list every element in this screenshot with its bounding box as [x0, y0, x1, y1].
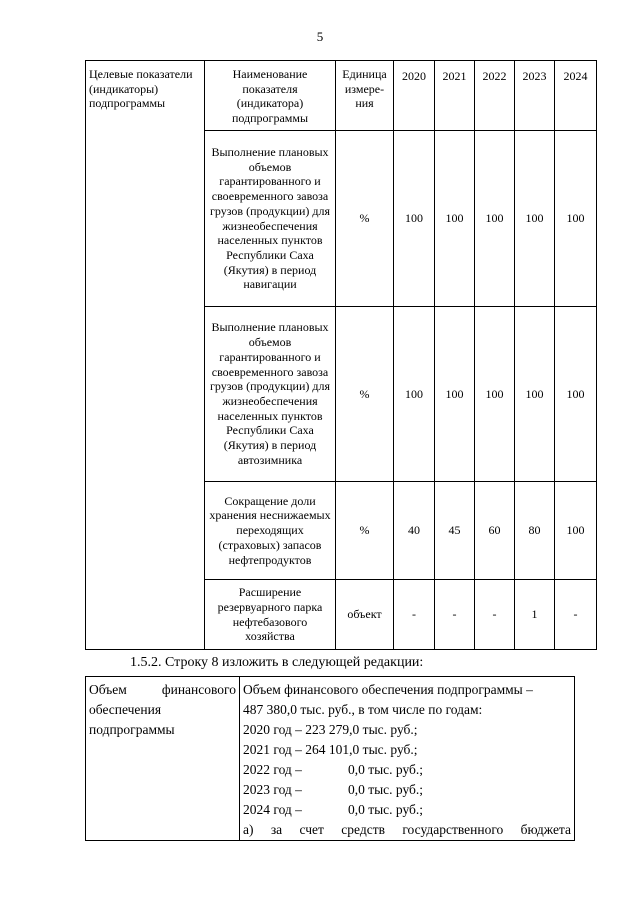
column-header: 2020 [394, 61, 435, 131]
year-amount: 0,0 тыс. руб.; [347, 802, 424, 817]
year-label: 2021 год – 264 101,0 тыс. руб.; [243, 742, 418, 757]
indicator-value: 100 [435, 307, 475, 482]
indicator-value: - [475, 580, 515, 650]
year-amount: 0,0 тыс. руб.; [347, 762, 424, 777]
year-amount-line [243, 720, 571, 740]
column-header: Единица измере-ния [336, 61, 394, 131]
year-label: 2024 год – [243, 802, 302, 817]
financing-label-cell [86, 677, 240, 841]
financing-content-cell [240, 677, 575, 841]
financing-table [85, 676, 575, 841]
indicator-value: - [555, 580, 597, 650]
indicator-value: 100 [475, 307, 515, 482]
year-label: 2022 год – [243, 762, 302, 777]
indicator-value: 45 [435, 482, 475, 580]
financing-intro: 487 380,0 тыс. руб., в том числе по годам: [243, 702, 483, 717]
indicator-name: Выполнение плановых объемов гарантированного и своевременного завоза грузов (продукции) для жизнеобеспечения населенных пунктов Республики Саха (Якутия) в период автозимника [205, 307, 336, 482]
column-header: Наименование показателя (индикатора) подпрограммы [205, 61, 336, 131]
year-label: 2023 год – [243, 782, 302, 797]
indicator-unit: % [336, 482, 394, 580]
year-label: 2020 год – 223 279,0 тыс. руб.; [243, 722, 418, 737]
indicator-value: 80 [515, 482, 555, 580]
indicator-unit: объект [336, 580, 394, 650]
indicator-value: 1 [515, 580, 555, 650]
financing-label: обеспечения [89, 702, 162, 717]
table-header-row [86, 61, 597, 131]
row-header-cell: Целевые показатели (индикаторы) подпрограммы [86, 61, 205, 650]
indicator-value: 100 [435, 131, 475, 307]
year-amount-line [243, 760, 571, 780]
financing-source-line: а) за счет средств государственного бюджета [243, 822, 571, 837]
indicator-value: 100 [515, 131, 555, 307]
indicator-name: Выполнение плановых объемов гарантированного и своевременного завоза грузов (продукции) для жизнеобеспечения населенных пунктов Республики Саха (Якутия) в период навигации [205, 131, 336, 307]
column-header: 2022 [475, 61, 515, 131]
indicator-value: 100 [555, 131, 597, 307]
indicator-unit: % [336, 131, 394, 307]
indicator-value: - [435, 580, 475, 650]
column-header: 2023 [515, 61, 555, 131]
column-header: 2021 [435, 61, 475, 131]
instruction-paragraph: 1.5.2. Строку 8 изложить в следующей редакции: [130, 655, 424, 670]
page-number: 5 [316, 29, 324, 44]
indicator-name: Сокращение доли хранения неснижаемых переходящих (страховых) запасов нефтепродуктов [205, 482, 336, 580]
financing-label: Объем финансового [89, 682, 236, 697]
indicator-unit: % [336, 307, 394, 482]
indicator-value: 100 [555, 307, 597, 482]
year-amount-line [243, 740, 571, 760]
indicator-value: 60 [475, 482, 515, 580]
year-amount-line [243, 800, 571, 820]
financing-intro: Объем финансового обеспечения подпрограммы – [243, 682, 533, 697]
year-amount: 0,0 тыс. руб.; [347, 782, 424, 797]
indicator-value: 100 [475, 131, 515, 307]
indicator-value: 100 [515, 307, 555, 482]
financing-label: подпрограммы [89, 722, 175, 737]
column-header: 2024 [555, 61, 597, 131]
indicator-value: 100 [394, 307, 435, 482]
year-amount-line [243, 780, 571, 800]
indicators-table [85, 60, 597, 650]
table-row [86, 677, 575, 841]
indicator-value: - [394, 580, 435, 650]
indicator-value: 100 [394, 131, 435, 307]
indicator-value: 40 [394, 482, 435, 580]
indicator-value: 100 [555, 482, 597, 580]
indicator-name: Расширение резервуарного парка нефтебазового хозяйства [205, 580, 336, 650]
